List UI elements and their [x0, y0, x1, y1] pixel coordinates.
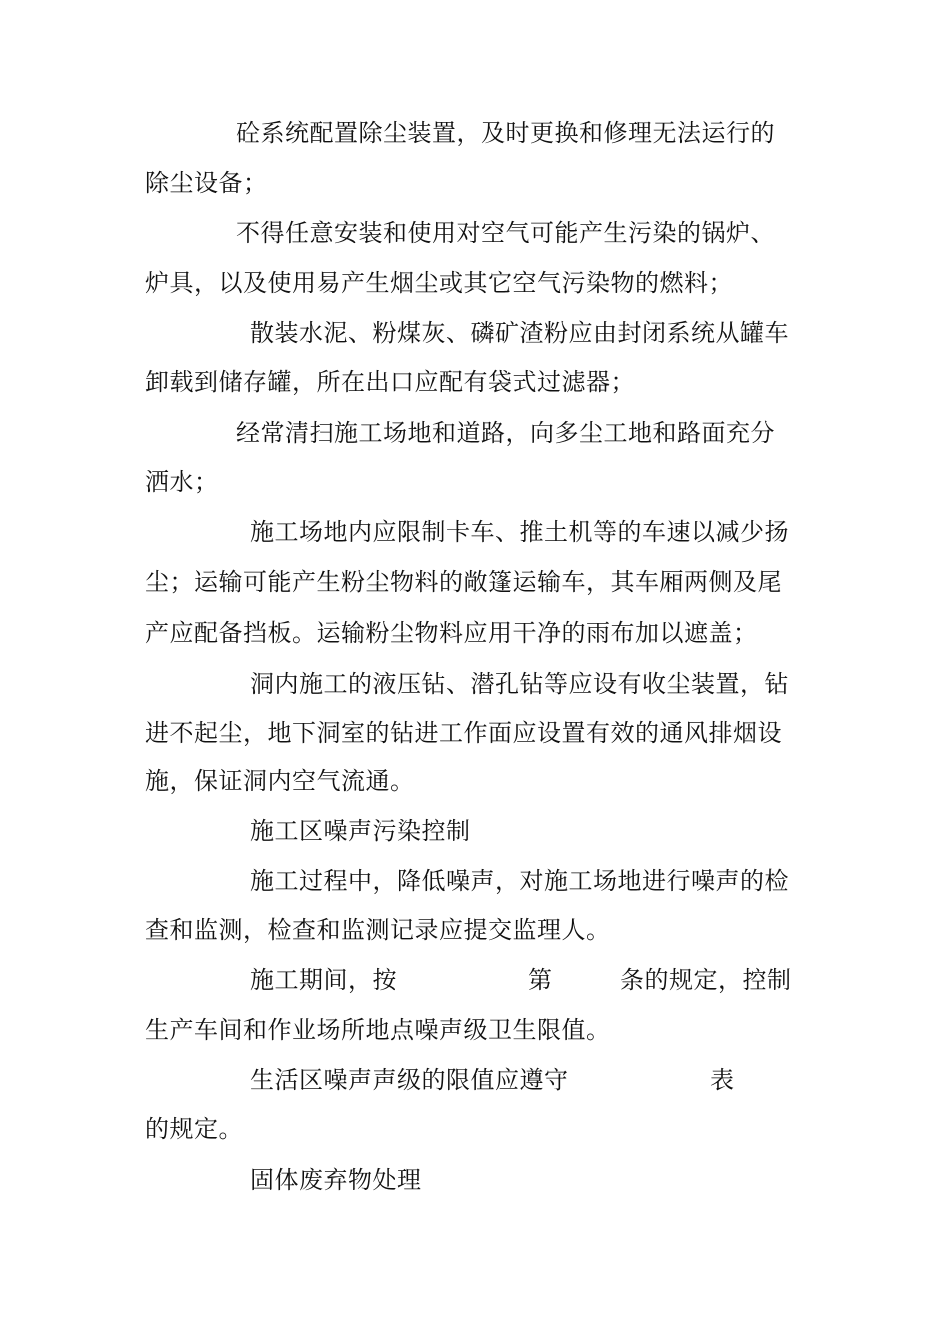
paragraph-line: 查和监测，检查和监测记录应提交监理人。 — [145, 916, 611, 944]
paragraph-line: 生产车间和作业场所地点噪声级卫生限值。 — [145, 1016, 611, 1044]
paragraph-line: 进不起尘，地下洞室的钻进工作面应设置有效的通风排烟设 — [145, 719, 782, 747]
paragraph-line: 不得任意安装和使用对空气可能产生污染的锅炉、 — [236, 219, 775, 247]
paragraph-segment: 施工期间，按 — [250, 966, 397, 994]
paragraph-line: 施工场地内应限制卡车、推土机等的车速以减少扬 — [250, 518, 789, 546]
paragraph-segment: 条的规定，控制 — [620, 966, 792, 994]
paragraph-line: 尘；运输可能产生粉尘物料的敞篷运输车，其车厢两侧及尾 — [145, 568, 782, 596]
paragraph-segment: 表 — [710, 1066, 735, 1094]
paragraph-line: 施工过程中，降低噪声，对施工场地进行噪声的检 — [250, 867, 789, 895]
paragraph-line: 产应配备挡板。运输粉尘物料应用干净的雨布加以遮盖； — [145, 619, 758, 647]
paragraph-line: 经常清扫施工场地和道路，向多尘工地和路面充分 — [236, 419, 775, 447]
section-heading: 固体废弃物处理 — [250, 1166, 422, 1194]
paragraph-line: 的规定。 — [145, 1115, 243, 1143]
paragraph-line: 砼系统配置除尘装置，及时更换和修理无法运行的 — [236, 119, 775, 147]
paragraph-line: 散装水泥、粉煤灰、磷矿渣粉应由封闭系统从罐车 — [250, 319, 789, 347]
paragraph-segment: 第 — [528, 966, 553, 994]
paragraph-segment: 生活区噪声声级的限值应遵守 — [250, 1066, 569, 1094]
paragraph-line: 洞内施工的液压钻、潜孔钻等应设有收尘装置，钻 — [250, 670, 789, 698]
paragraph-line: 炉具，以及使用易产生烟尘或其它空气污染物的燃料； — [145, 269, 733, 297]
paragraph-line: 施，保证洞内空气流通。 — [145, 767, 415, 795]
paragraph-line: 洒水； — [145, 468, 219, 496]
paragraph-line: 卸载到储存罐，所在出口应配有袋式过滤器； — [145, 368, 635, 396]
section-heading: 施工区噪声污染控制 — [250, 817, 471, 845]
paragraph-line: 除尘设备； — [145, 169, 268, 197]
